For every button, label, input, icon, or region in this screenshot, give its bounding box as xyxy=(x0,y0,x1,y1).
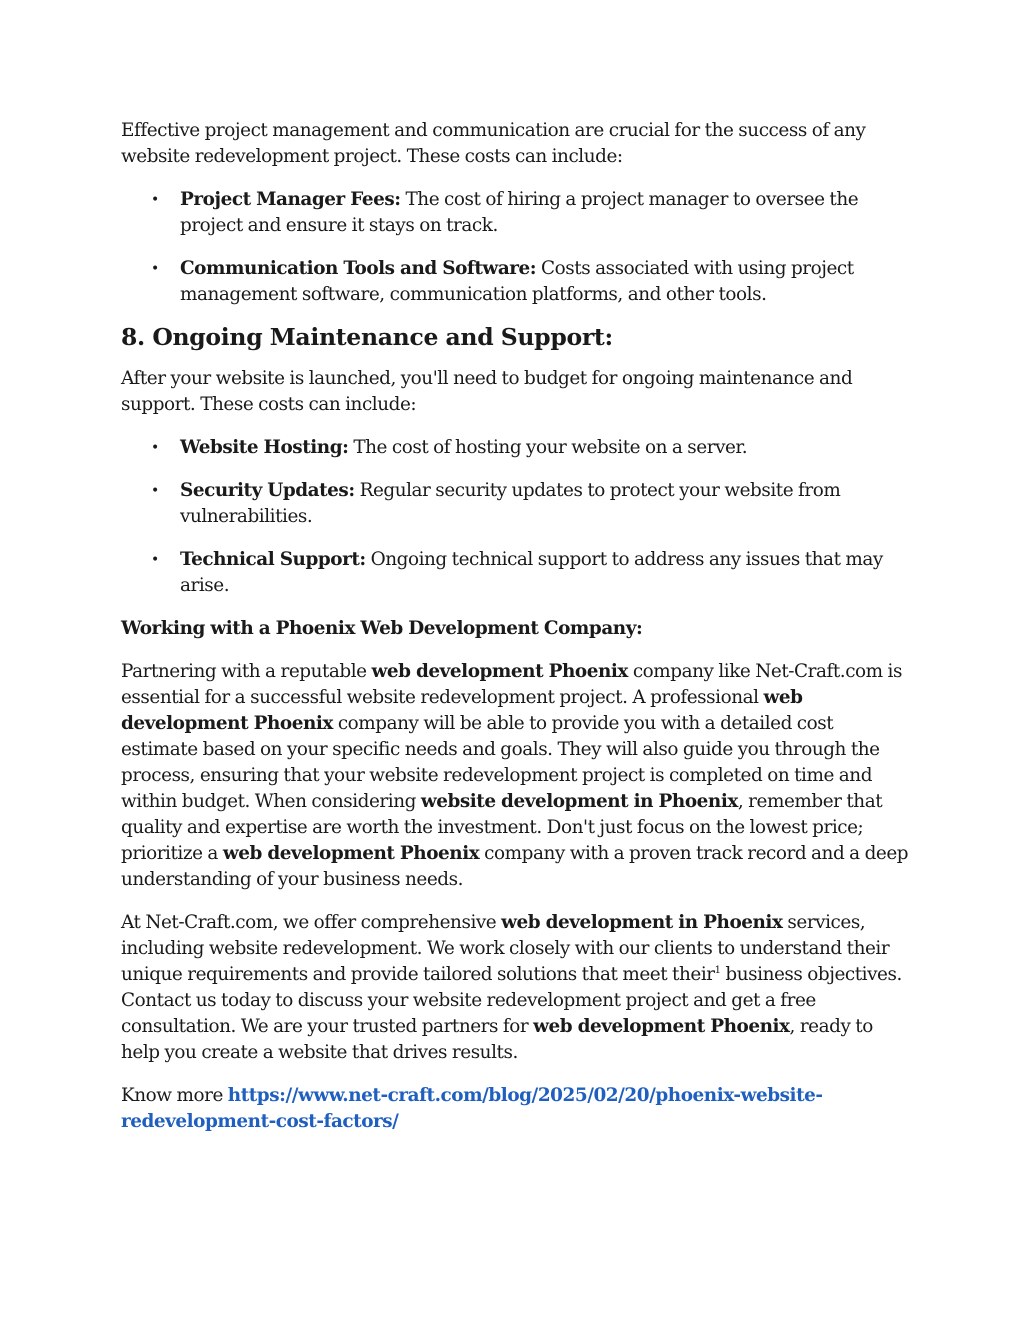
list-item-desc: Costs associated with using project management software, communication platforms, and other tools. xyxy=(180,258,854,305)
partnering-paragraph xyxy=(121,659,911,893)
keyword-bold: web development Phoenix xyxy=(222,843,480,864)
list-item-term: Security Updates: xyxy=(180,480,355,501)
list-item-term: Technical Support: xyxy=(180,549,366,570)
list-item-desc: Ongoing technical support to address any issues that may arise. xyxy=(180,549,883,596)
bullet-icon: • xyxy=(151,483,159,499)
keyword-bold: web development in Phoenix xyxy=(501,912,783,933)
text-run: At Net-Craft.com, we offer comprehensive xyxy=(121,912,502,933)
text-run: , remember that quality and expertise are worth the investment. Don't just focus on the lowest price; prioritize a xyxy=(121,791,883,864)
bullet-icon: • xyxy=(151,192,159,208)
list-item xyxy=(121,478,911,530)
section-heading-working: Working with a Phoenix Web Development Company: xyxy=(121,618,643,639)
keyword-bold: web development Phoenix xyxy=(533,1016,790,1037)
keyword-bold: web development Phoenix xyxy=(121,687,803,734)
text-run: services, including website redevelopment. We work closely with our clients to understand their unique requirements and provide tailored solutions that meet their xyxy=(121,912,890,985)
list-item xyxy=(121,187,911,239)
list-item-desc: Regular security updates to protect your website from vulnerabilities. xyxy=(180,480,841,527)
list-item-desc: The cost of hiring a project manager to oversee the project and ensure it stays on track. xyxy=(180,189,859,236)
text-run: , ready to help you create a website that drives results. xyxy=(121,1016,873,1063)
bullet-icon: • xyxy=(151,440,159,456)
maintenance-list xyxy=(121,435,911,599)
article-link[interactable]: https://www.net-craft.com/blog/2025/02/20/phoenix-website-redevelopment-cost-factors/ xyxy=(121,1085,823,1132)
document-page xyxy=(121,118,911,1152)
list-item-desc: The cost of hosting your website on a server. xyxy=(348,437,748,458)
know-more-paragraph xyxy=(121,1083,911,1135)
list-item xyxy=(121,547,911,599)
text-run: Partnering with a reputable xyxy=(121,661,372,682)
text-run: company like Net-Craft.com is essential for a successful website redevelopment project. A professional xyxy=(121,661,902,708)
text-run: business objectives. Contact us today to discuss your website redevelopment project and get a free consultation. We are your trusted partners for xyxy=(121,964,902,1037)
netcraft-paragraph xyxy=(121,910,911,1066)
project-management-list xyxy=(121,187,911,308)
list-item-term: Project Manager Fees: xyxy=(180,189,401,210)
list-item-term: Website Hosting: xyxy=(180,437,349,458)
keyword-bold: website development in Phoenix xyxy=(420,791,738,812)
list-item xyxy=(121,435,911,461)
know-more-label: Know more xyxy=(121,1085,228,1106)
section-heading-maintenance: 8. Ongoing Maintenance and Support: xyxy=(121,323,613,351)
text-run: company with a proven track record and a deep understanding of your business needs. xyxy=(121,843,909,890)
bullet-icon: • xyxy=(151,552,159,568)
keyword-bold: web development Phoenix xyxy=(371,661,628,682)
list-item-term: Communication Tools and Software: xyxy=(180,258,537,279)
intro-paragraph: Effective project management and communication are crucial for the success of any website redevelopment project. These costs can include: xyxy=(121,120,866,167)
list-item xyxy=(121,256,911,308)
bullet-icon: • xyxy=(151,261,159,277)
text-run: company will be able to provide you with a detailed cost estimate based on your specific needs and goals. They will also guide you through the process, ensuring that your website redevelopment project is completed on time and within budget. When considering xyxy=(121,713,880,812)
maintenance-intro-paragraph: After your website is launched, you'll need to budget for ongoing maintenance and support. These costs can include: xyxy=(121,368,853,415)
footnote-marker: 1 xyxy=(714,964,721,976)
